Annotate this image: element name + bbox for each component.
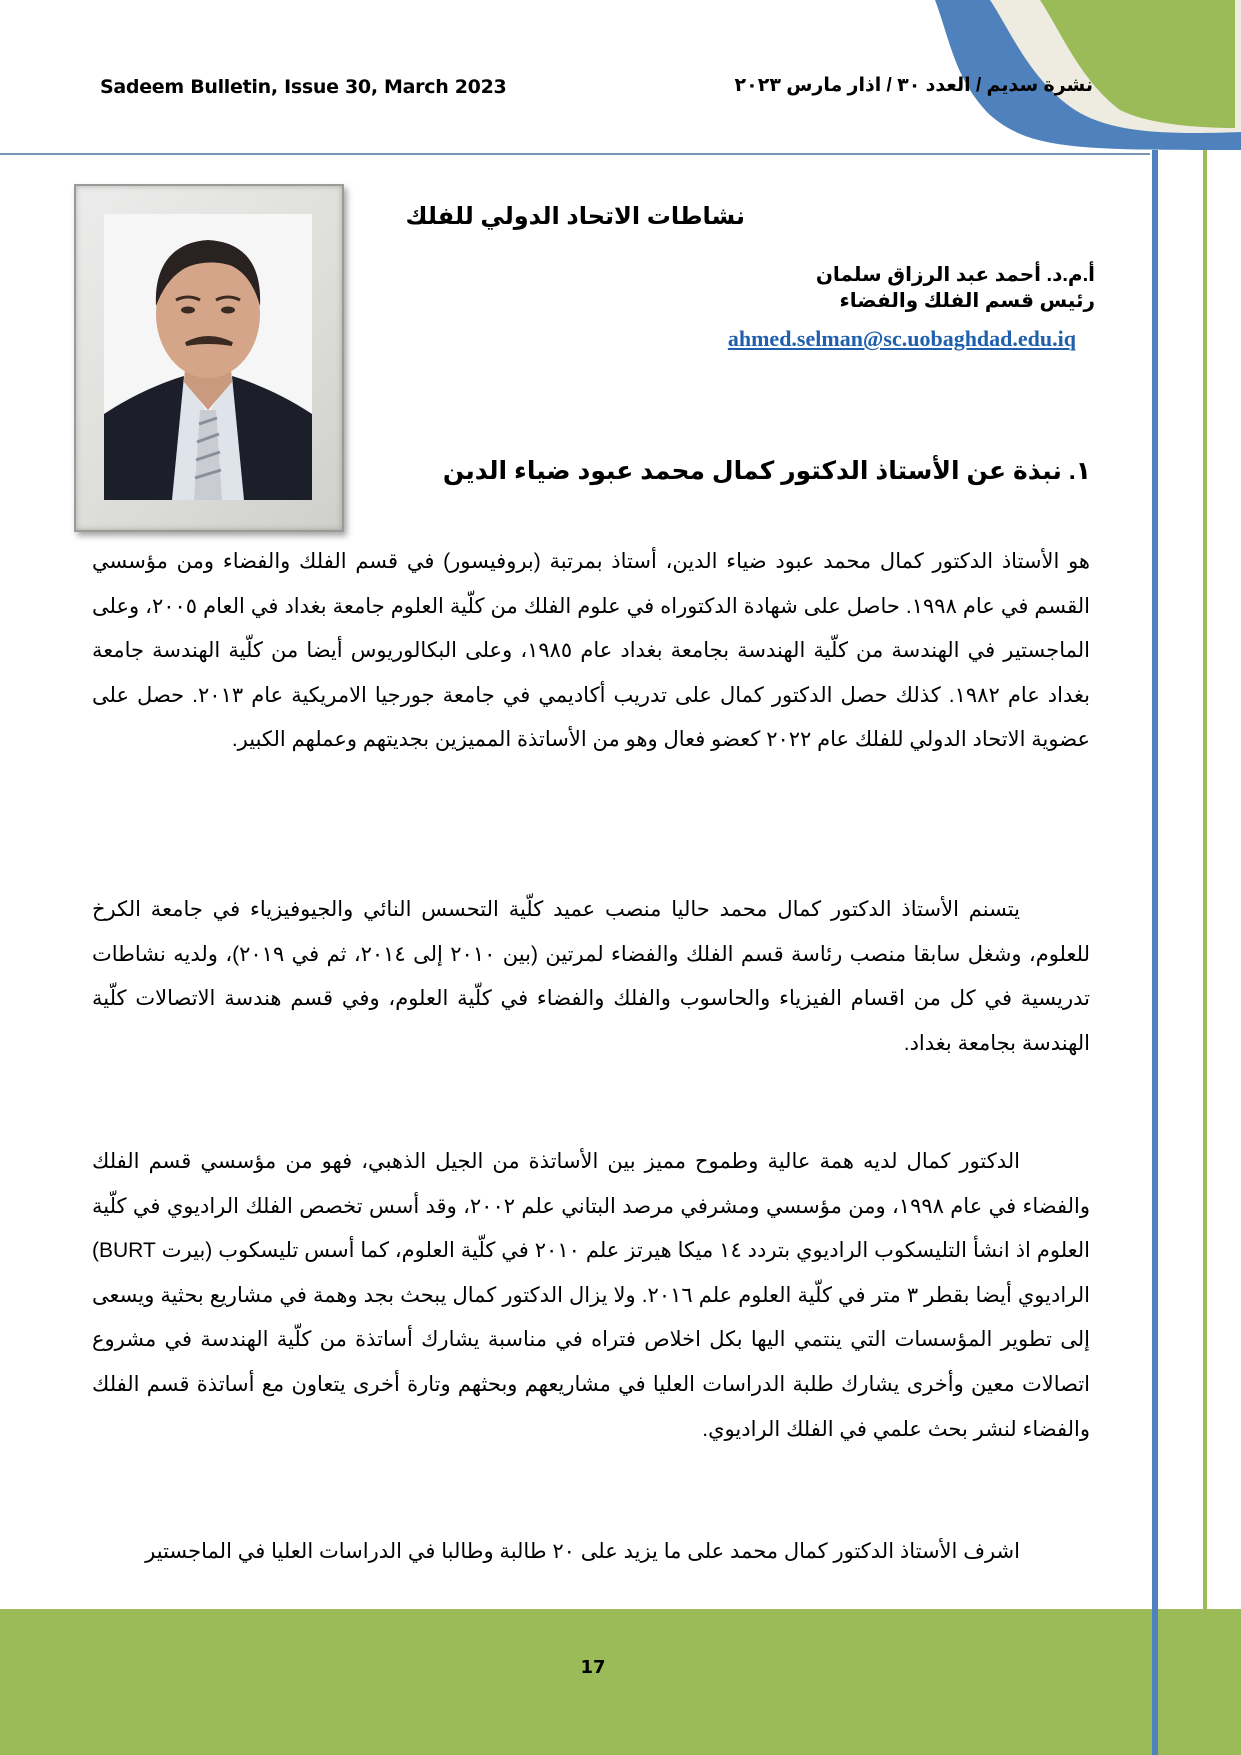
author-photo-frame [74, 184, 344, 532]
body-paragraph: يتسنم الأستاذ الدكتور كمال محمد حاليا منصب عميد كلّية التحسس النائي والجيوفيزياء في جامعة الكرخ للعلوم، وشغل سابقا منصب رئاسة قسم الفلك والفضاء لمرتين (بين ٢٠١٠ إلى ٢٠١٤، ثم في ٢٠١٩)، ولديه نشاطات تدريسية في كل من اقسام الفيزياء والحاسوب والفلك والفضاء في كلّية العلوم، وفي قسم هندسة الاتصالات كلّية الهندسة بجامعة بغداد. [92, 898, 1090, 1055]
author-position: رئيس قسم الفلك والفضاء [839, 290, 1095, 312]
author-info [816, 262, 1095, 314]
body-paragraph: اشرف الأستاذ الدكتور كمال محمد على ما يزيد على ٢٠ طالبة وطالبا في الدراسات العليا في الماجستير [145, 1540, 1020, 1563]
header-title-arabic: نشرة سديم / العدد ٣٠ / اذار مارس ٢٠٢٣ [734, 75, 1093, 96]
header-divider [0, 153, 1150, 155]
page-number: 17 [580, 1657, 606, 1678]
author-name: أ.م.د. أحمد عبد الرزاق سلمان [815, 264, 1095, 286]
header-title-english: Sadeem Bulletin, Issue 30, March 2023 [100, 76, 507, 98]
section-heading: ١. نبذة عن الأستاذ الدكتور كمال محمد عبود ضياء الدين [442, 457, 1091, 485]
article-title: نشاطات الاتحاد الدولي للفلك [405, 203, 745, 230]
author-email-link[interactable]: ahmed.selman@sc.uobaghdad.edu.iq [727, 326, 1076, 351]
margin-line-blue-footer [1152, 1609, 1158, 1755]
margin-line-blue [1152, 150, 1158, 1755]
body-paragraph: الدكتور كمال لديه همة عالية وطموح مميز بين الأساتذة من الجيل الذهبي، فهو من مؤسسي قسم الفلك والفضاء في عام ١٩٩٨، ومن مؤسسي ومشرفي مرصد البتاني علم ٢٠٠٢، وقد أسس تخصص الفلك الراديوي في كلّية العلوم اذ انشأ التليسكوب الراديوي بتردد ١٤ ميكا هيرتز علم ٢٠١٠ في كلّية العلوم، كما أسس تليسكوب (بيرت BURT) الراديوي أيضا بقطر ٣ متر في كلّية العلوم علم ٢٠١٦. ولا يزال الدكتور كمال يبحث بجد وهمة في مشاريع بحثية ويسعى إلى تطوير المؤسسات التي ينتمي اليها بكل اخلاص فتراه في مناسبة يشارك أساتذة من كلّية الهندسة في مشروع اتصالات معين وأخرى يشارك طلبة الدراسات العليا في مشاريعهم وبحثهم وتارة أخرى يتعاون مع أساتذة قسم الفلك والفضاء لنشر بحث علمي في الفلك الراديوي. [92, 1150, 1091, 1441]
margin-line-green [1203, 150, 1207, 1610]
footer-band [0, 1609, 1241, 1755]
portrait-illustration [104, 214, 312, 500]
author-photo [104, 214, 312, 500]
body-paragraph: هو الأستاذ الدكتور كمال محمد عبود ضياء الدين، أستاذ بمرتبة (بروفيسور) في قسم الفلك والفضاء ومن مؤسسي القسم في عام ١٩٩٨. حاصل على شهادة الدكتوراه في علوم الفلك من كلّية العلوم جامعة بغداد في العام ٢٠٠٥، وعلى الماجستير في الهندسة من كلّية الهندسة بجامعة بغداد عام ١٩٨٥، وعلى البكالوريوس أيضا من كلّية الهندسة جامعة بغداد عام ١٩٨٢. كذلك حصل الدكتور كمال على تدريب أكاديمي في جامعة جورجيا الامريكية عام ٢٠١٣. حصل على عضوية الاتحاد الدولي للفلك عام ٢٠٢٢ كعضو فعال وهو من الأساتذة المميزين بجديتهم وعملهم الكبير. [92, 550, 1090, 752]
